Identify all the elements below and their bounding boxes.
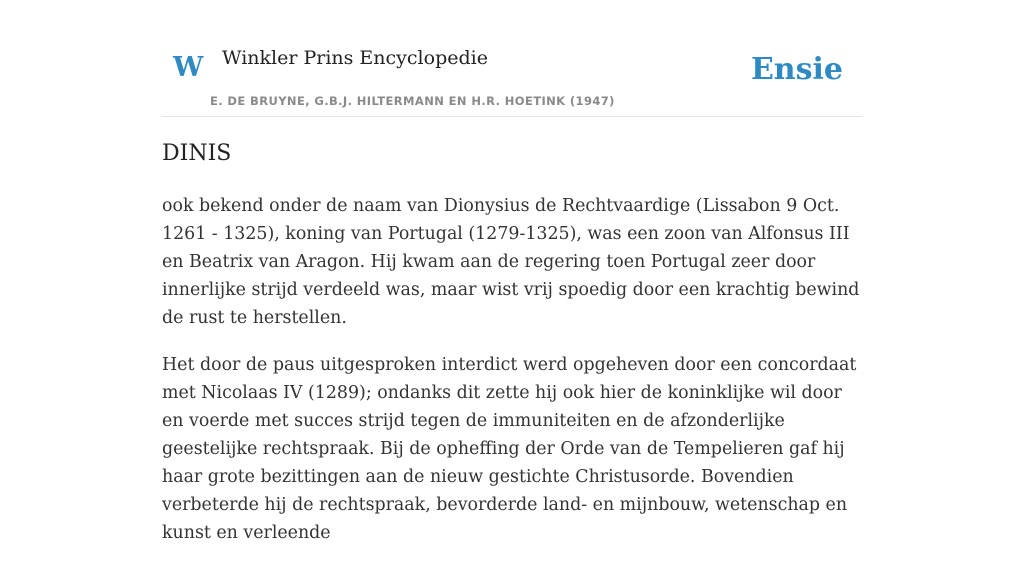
source-authors: E. DE BRUYNE, G.B.J. HILTERMANN EN H.R. HOETINK (1947) — [210, 94, 615, 108]
article-paragraph-2: Het door de paus uitgesproken interdict werd opgeheven door een concordaat met Nicolaas IV (1289); ondanks dit zette hij ook hier de koninklijke wil door en voerde met succes strijd tegen de immuniteiten en de afzonderlijke geestelijke rechtspraak. Bij de opheffing der Orde van de Tempelieren gaf hij haar grote bezittingen aan de nieuw gestichte Christusorde. Bovendien verbeterde hij de rechtspraak, bevorderde land- en mijnbouw, wetenschap en kunst en verleende — [162, 355, 857, 543]
source-header — [162, 0, 862, 117]
ensie-logo-link[interactable]: Ensie — [750, 52, 843, 87]
article-title: DINIS — [162, 141, 232, 166]
article-body — [162, 192, 862, 566]
winkler-prins-logo[interactable]: W — [173, 52, 204, 83]
article-paragraph-1: ook bekend onder de naam van Dionysius de Rechtvaardige (Lissabon 9 Oct. 1261 - 1325), koning van Portugal (1279-1325), was een zoon van Alfonsus III en Beatrix van Aragon. Hij kwam aan de regering toen Portugal zeer door innerlijke strijd verdeeld was, maar wist vrij spoedig door een krachtig bewind de rust te herstellen. — [162, 196, 860, 328]
source-title-link[interactable]: Winkler Prins Encyclopedie — [222, 47, 488, 69]
